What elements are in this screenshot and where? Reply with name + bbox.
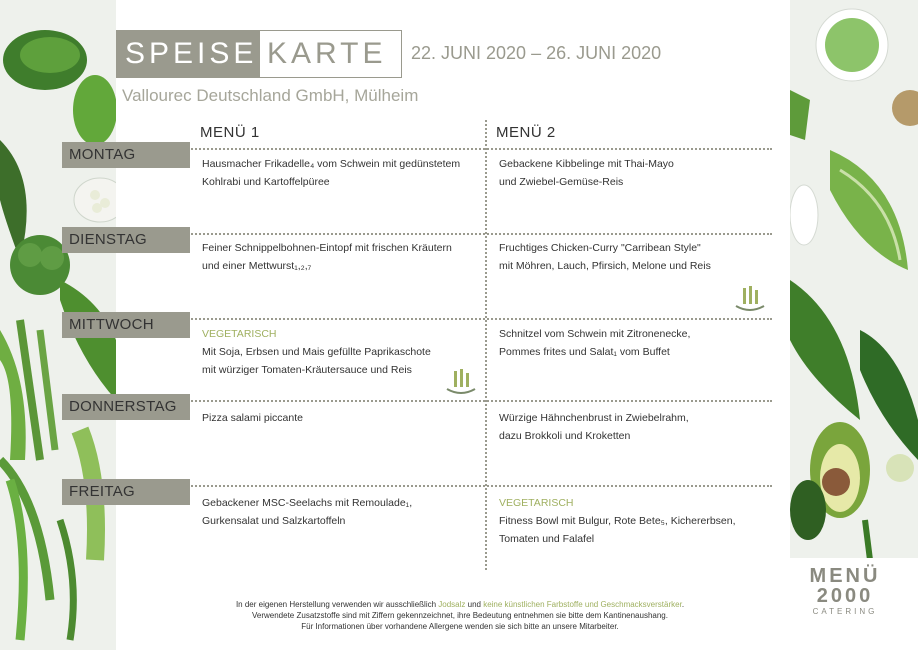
vegetable-decoration-right — [790, 0, 918, 650]
dish-line: Pommes frites und Salat₁ vom Buffet — [499, 346, 670, 358]
row-divider — [180, 485, 772, 487]
dish-line: Gurkensalat und Salzkartoffeln — [202, 515, 346, 527]
dish-line: mit Möhren, Lauch, Pfirsich, Melone und Reis — [499, 260, 711, 272]
vegetarian-tag: VEGETARISCH — [499, 497, 574, 509]
day-label-donnerstag: DONNERSTAG — [62, 394, 190, 420]
column-header-menu1: MENÜ 1 — [200, 124, 260, 141]
footer-notes — [130, 599, 790, 632]
day-label-freitag: FREITAG — [62, 479, 190, 505]
footer-line-1: In der eigenen Herstellung verwenden wir ausschließlich Jodsalz und keine künstlichen Farbstoffe und Geschmacksverstärker. — [235, 600, 685, 609]
row-divider — [180, 400, 772, 402]
row-divider — [180, 318, 772, 320]
logo-line-1: MENÜ — [809, 565, 881, 587]
dish-line: Feiner Schnippelbohnen-Eintopf mit frischen Kräutern — [202, 242, 452, 254]
dish-line: und Zwiebel-Gemüse-Reis — [499, 176, 624, 188]
column-header-menu2: MENÜ 2 — [496, 124, 556, 141]
date-range: 22. JUNI 2020 – 26. JUNI 2020 — [411, 43, 662, 63]
dish-line: Hausmacher Frikadelle₄ vom Schwein mit gedünstetem — [202, 158, 461, 170]
menu-item-dienstag-2 — [499, 239, 779, 275]
menu-item-freitag-2 — [499, 494, 779, 548]
dish-line: Schnitzel vom Schwein mit Zitronenecke, — [499, 328, 691, 340]
fitmacher-badge-icon — [733, 284, 767, 314]
dish-line: Gebackener MSC-Seelachs mit Remoulade₁, — [202, 497, 413, 509]
vegetarian-tag: VEGETARISCH — [202, 328, 277, 340]
menu-item-dienstag-1 — [202, 239, 482, 275]
day-label-dienstag: DIENSTAG — [62, 227, 190, 253]
dish-line: Tomaten und Falafel — [499, 533, 595, 545]
title-speise: SPEISE — [117, 31, 260, 77]
logo-line-3: CATERING — [812, 607, 878, 616]
dish-line: Fruchtiges Chicken-Curry "Carribean Style" — [499, 242, 701, 254]
day-label-montag: MONTAG — [62, 142, 190, 168]
menu-item-mittwoch-2 — [499, 325, 779, 361]
dish-line: Pizza salami piccante — [202, 412, 303, 424]
dish-line: Gebackene Kibbelinge mit Thai-Mayo — [499, 158, 674, 170]
day-label-mittwoch: MITTWOCH — [62, 312, 190, 338]
title-karte: KARTE — [267, 37, 387, 70]
row-divider — [180, 148, 772, 150]
dish-line: Kohlrabi und Kartoffelpüree — [202, 176, 330, 188]
column-divider — [485, 120, 487, 570]
dish-line: Fitness Bowl mit Bulgur, Rote Bete₅, Kichererbsen, — [499, 515, 736, 527]
menu-item-donnerstag-2 — [499, 409, 779, 445]
row-divider — [180, 233, 772, 235]
menu-item-donnerstag-1 — [202, 409, 482, 427]
dish-line: und einer Mettwurst₁,₂,₇ — [202, 260, 312, 272]
menu-item-montag-1 — [202, 155, 482, 191]
menu-item-montag-2 — [499, 155, 779, 191]
menu-item-mittwoch-1 — [202, 325, 482, 379]
dish-line: dazu Brokkoli und Kroketten — [499, 430, 631, 442]
menu2000-logo — [797, 566, 893, 622]
fitmacher-badge-icon — [444, 367, 478, 397]
dish-line: mit würziger Tomaten-Kräutersauce und Reis — [202, 364, 412, 376]
menu-title — [116, 30, 402, 78]
footer-line-3: Für Informationen über vorhandene Allergene wenden sie sich bitte an unsere Mitarbeiter. — [301, 622, 619, 631]
company-name: Vallourec Deutschland GmbH, Mülheim — [122, 86, 419, 105]
menu-item-freitag-1 — [202, 494, 482, 530]
footer-line-2: Verwendete Zusatzstoffe sind mit Ziffern gekennzeichnet, ihre Bedeutung entnehmen sie bitte dem Kantinenaushang. — [252, 611, 668, 620]
dish-line: Mit Soja, Erbsen und Mais gefüllte Paprikaschote — [202, 346, 431, 358]
logo-line-2: 2000 — [816, 585, 874, 607]
dish-line: Würzige Hähnchenbrust in Zwiebelrahm, — [499, 412, 689, 424]
